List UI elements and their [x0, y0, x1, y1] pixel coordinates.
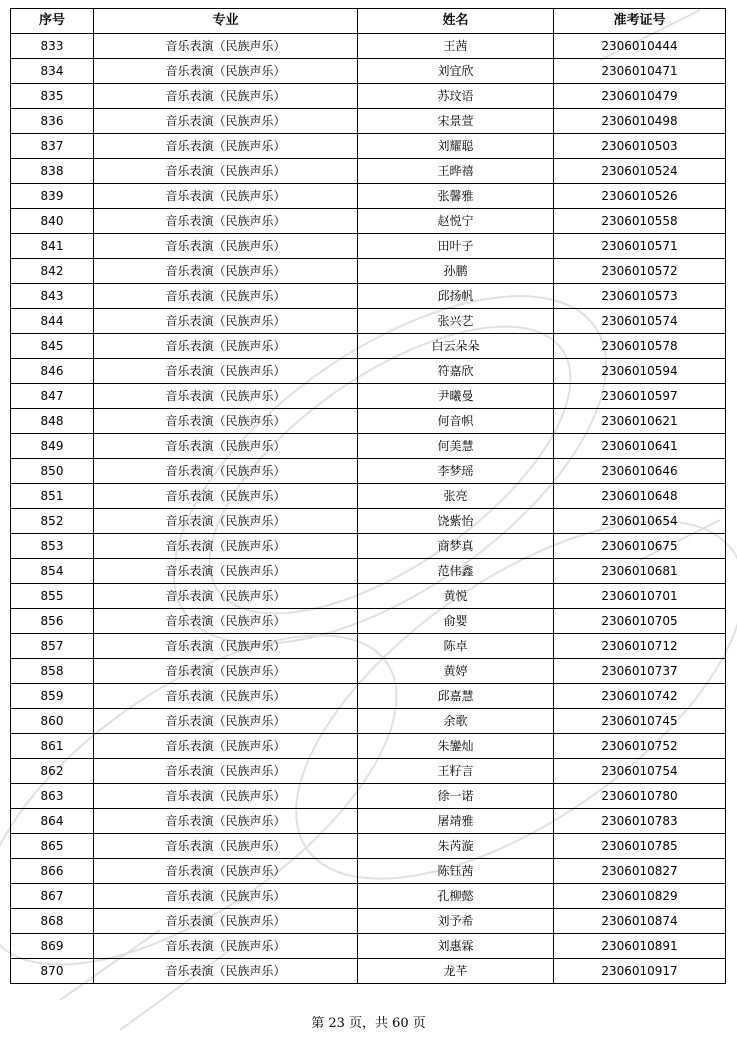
major-cell: 音乐表演（民族声乐）: [94, 59, 358, 84]
name-cell: 屠靖雅: [358, 809, 554, 834]
exam-id-cell: 2306010503: [554, 134, 726, 159]
table-row: [11, 759, 726, 784]
name-cell: 李梦瑶: [358, 459, 554, 484]
table-row: [11, 84, 726, 109]
table-row: [11, 484, 726, 509]
exam-id-cell: 2306010524: [554, 159, 726, 184]
major-cell: 音乐表演（民族声乐）: [94, 659, 358, 684]
seq-cell: 843: [11, 284, 94, 309]
seq-cell: 845: [11, 334, 94, 359]
table-row: [11, 534, 726, 559]
seq-cell: 835: [11, 84, 94, 109]
exam-id-cell: 2306010597: [554, 384, 726, 409]
exam-id-cell: 2306010745: [554, 709, 726, 734]
name-cell: 俞婴: [358, 609, 554, 634]
major-cell: 音乐表演（民族声乐）: [94, 484, 358, 509]
table-row: [11, 734, 726, 759]
table-row: [11, 159, 726, 184]
major-cell: 音乐表演（民族声乐）: [94, 559, 358, 584]
major-cell: 音乐表演（民族声乐）: [94, 534, 358, 559]
seq-cell: 855: [11, 584, 94, 609]
major-cell: 音乐表演（民族声乐）: [94, 159, 358, 184]
name-cell: 刘惠霖: [358, 934, 554, 959]
name-cell: 王茜: [358, 34, 554, 59]
table-row: [11, 934, 726, 959]
name-cell: 尹曦曼: [358, 384, 554, 409]
seq-cell: 856: [11, 609, 94, 634]
seq-cell: 850: [11, 459, 94, 484]
table-row: [11, 209, 726, 234]
name-cell: 苏玟语: [358, 84, 554, 109]
major-cell: 音乐表演（民族声乐）: [94, 334, 358, 359]
name-cell: 符嘉欣: [358, 359, 554, 384]
table-row: [11, 659, 726, 684]
name-cell: 黄婷: [358, 659, 554, 684]
table-row: [11, 409, 726, 434]
header-exam-id: 准考证号: [554, 9, 726, 34]
table-header-row: [11, 9, 726, 34]
admission-list-table: [10, 8, 726, 984]
seq-cell: 849: [11, 434, 94, 459]
table-row: [11, 959, 726, 984]
exam-id-cell: 2306010754: [554, 759, 726, 784]
exam-id-cell: 2306010578: [554, 334, 726, 359]
seq-cell: 833: [11, 34, 94, 59]
name-cell: 范伟鑫: [358, 559, 554, 584]
major-cell: 音乐表演（民族声乐）: [94, 734, 358, 759]
name-cell: 赵悦宁: [358, 209, 554, 234]
table-row: [11, 234, 726, 259]
major-cell: 音乐表演（民族声乐）: [94, 784, 358, 809]
major-cell: 音乐表演（民族声乐）: [94, 884, 358, 909]
header-seq: 序号: [11, 9, 94, 34]
seq-cell: 844: [11, 309, 94, 334]
name-cell: 王晔禧: [358, 159, 554, 184]
seq-cell: 867: [11, 884, 94, 909]
name-cell: 刘宜欣: [358, 59, 554, 84]
exam-id-cell: 2306010827: [554, 859, 726, 884]
seq-cell: 870: [11, 959, 94, 984]
exam-id-cell: 2306010712: [554, 634, 726, 659]
exam-id-cell: 2306010780: [554, 784, 726, 809]
name-cell: 陈钰茜: [358, 859, 554, 884]
seq-cell: 846: [11, 359, 94, 384]
exam-id-cell: 2306010681: [554, 559, 726, 584]
exam-id-cell: 2306010829: [554, 884, 726, 909]
exam-id-cell: 2306010783: [554, 809, 726, 834]
exam-id-cell: 2306010917: [554, 959, 726, 984]
name-cell: 王籽言: [358, 759, 554, 784]
major-cell: 音乐表演（民族声乐）: [94, 134, 358, 159]
major-cell: 音乐表演（民族声乐）: [94, 809, 358, 834]
major-cell: 音乐表演（民族声乐）: [94, 509, 358, 534]
major-cell: 音乐表演（民族声乐）: [94, 209, 358, 234]
major-cell: 音乐表演（民族声乐）: [94, 709, 358, 734]
table-row: [11, 334, 726, 359]
name-cell: 田叶子: [358, 234, 554, 259]
major-cell: 音乐表演（民族声乐）: [94, 959, 358, 984]
major-cell: 音乐表演（民族声乐）: [94, 584, 358, 609]
exam-id-cell: 2306010874: [554, 909, 726, 934]
seq-cell: 869: [11, 934, 94, 959]
name-cell: 何美慧: [358, 434, 554, 459]
name-cell: 龙芊: [358, 959, 554, 984]
major-cell: 音乐表演（民族声乐）: [94, 409, 358, 434]
major-cell: 音乐表演（民族声乐）: [94, 834, 358, 859]
seq-cell: 851: [11, 484, 94, 509]
table-row: [11, 884, 726, 909]
seq-cell: 852: [11, 509, 94, 534]
exam-id-cell: 2306010498: [554, 109, 726, 134]
table-row: [11, 809, 726, 834]
table-row: [11, 859, 726, 884]
table-row: [11, 834, 726, 859]
table-row: [11, 609, 726, 634]
table-row: [11, 59, 726, 84]
exam-id-cell: 2306010785: [554, 834, 726, 859]
major-cell: 音乐表演（民族声乐）: [94, 934, 358, 959]
name-cell: 孙鹏: [358, 259, 554, 284]
name-cell: 邱嘉慧: [358, 684, 554, 709]
major-cell: 音乐表演（民族声乐）: [94, 684, 358, 709]
major-cell: 音乐表演（民族声乐）: [94, 634, 358, 659]
table-row: [11, 309, 726, 334]
page-number: 第 23 页，共 60 页: [311, 1016, 426, 1031]
table-row: [11, 284, 726, 309]
table-row: [11, 509, 726, 534]
seq-cell: 857: [11, 634, 94, 659]
major-cell: 音乐表演（民族声乐）: [94, 309, 358, 334]
exam-id-cell: 2306010526: [554, 184, 726, 209]
major-cell: 音乐表演（民族声乐）: [94, 859, 358, 884]
table-row: [11, 559, 726, 584]
table-row: [11, 384, 726, 409]
major-cell: 音乐表演（民族声乐）: [94, 84, 358, 109]
major-cell: 音乐表演（民族声乐）: [94, 259, 358, 284]
exam-id-cell: 2306010891: [554, 934, 726, 959]
name-cell: 余歌: [358, 709, 554, 734]
major-cell: 音乐表演（民族声乐）: [94, 434, 358, 459]
table-row: [11, 359, 726, 384]
seq-cell: 836: [11, 109, 94, 134]
major-cell: 音乐表演（民族声乐）: [94, 459, 358, 484]
major-cell: 音乐表演（民族声乐）: [94, 109, 358, 134]
seq-cell: 837: [11, 134, 94, 159]
seq-cell: 868: [11, 909, 94, 934]
major-cell: 音乐表演（民族声乐）: [94, 284, 358, 309]
major-cell: 音乐表演（民族声乐）: [94, 359, 358, 384]
exam-id-cell: 2306010641: [554, 434, 726, 459]
header-name: 姓名: [358, 9, 554, 34]
exam-id-cell: 2306010571: [554, 234, 726, 259]
exam-id-cell: 2306010705: [554, 609, 726, 634]
table-row: [11, 259, 726, 284]
name-cell: 张馨雅: [358, 184, 554, 209]
seq-cell: 863: [11, 784, 94, 809]
seq-cell: 840: [11, 209, 94, 234]
name-cell: 宋景萱: [358, 109, 554, 134]
exam-id-cell: 2306010654: [554, 509, 726, 534]
table-row: [11, 634, 726, 659]
exam-id-cell: 2306010594: [554, 359, 726, 384]
name-cell: 刘予希: [358, 909, 554, 934]
seq-cell: 841: [11, 234, 94, 259]
exam-id-cell: 2306010752: [554, 734, 726, 759]
seq-cell: 865: [11, 834, 94, 859]
major-cell: 音乐表演（民族声乐）: [94, 609, 358, 634]
exam-id-cell: 2306010573: [554, 284, 726, 309]
seq-cell: 854: [11, 559, 94, 584]
name-cell: 陈卓: [358, 634, 554, 659]
table-row: [11, 459, 726, 484]
table-row: [11, 109, 726, 134]
table-row: [11, 909, 726, 934]
exam-id-cell: 2306010646: [554, 459, 726, 484]
major-cell: 音乐表演（民族声乐）: [94, 384, 358, 409]
name-cell: 朱鑾灿: [358, 734, 554, 759]
exam-id-cell: 2306010558: [554, 209, 726, 234]
name-cell: 张亮: [358, 484, 554, 509]
table-row: [11, 784, 726, 809]
name-cell: 饶紫怡: [358, 509, 554, 534]
seq-cell: 860: [11, 709, 94, 734]
seq-cell: 864: [11, 809, 94, 834]
table-body: [11, 34, 726, 984]
exam-id-cell: 2306010574: [554, 309, 726, 334]
table-row: [11, 134, 726, 159]
seq-cell: 848: [11, 409, 94, 434]
exam-id-cell: 2306010701: [554, 584, 726, 609]
seq-cell: 866: [11, 859, 94, 884]
name-cell: 孔柳懿: [358, 884, 554, 909]
name-cell: 黄悦: [358, 584, 554, 609]
seq-cell: 834: [11, 59, 94, 84]
name-cell: 商梦真: [358, 534, 554, 559]
seq-cell: 859: [11, 684, 94, 709]
exam-id-cell: 2306010675: [554, 534, 726, 559]
exam-id-cell: 2306010471: [554, 59, 726, 84]
major-cell: 音乐表演（民族声乐）: [94, 234, 358, 259]
table-row: [11, 709, 726, 734]
exam-id-cell: 2306010621: [554, 409, 726, 434]
exam-id-cell: 2306010479: [554, 84, 726, 109]
major-cell: 音乐表演（民族声乐）: [94, 909, 358, 934]
table-row: [11, 584, 726, 609]
table-row: [11, 684, 726, 709]
table-row: [11, 434, 726, 459]
seq-cell: 838: [11, 159, 94, 184]
header-major: 专业: [94, 9, 358, 34]
exam-id-cell: 2306010648: [554, 484, 726, 509]
seq-cell: 839: [11, 184, 94, 209]
major-cell: 音乐表演（民族声乐）: [94, 184, 358, 209]
name-cell: 张兴艺: [358, 309, 554, 334]
exam-id-cell: 2306010572: [554, 259, 726, 284]
name-cell: 白云朵朵: [358, 334, 554, 359]
name-cell: 朱芮漩: [358, 834, 554, 859]
seq-cell: 842: [11, 259, 94, 284]
major-cell: 音乐表演（民族声乐）: [94, 759, 358, 784]
seq-cell: 862: [11, 759, 94, 784]
seq-cell: 861: [11, 734, 94, 759]
table-row: [11, 184, 726, 209]
table-row: [11, 34, 726, 59]
name-cell: 徐一诺: [358, 784, 554, 809]
exam-id-cell: 2306010742: [554, 684, 726, 709]
exam-id-cell: 2306010737: [554, 659, 726, 684]
exam-id-cell: 2306010444: [554, 34, 726, 59]
name-cell: 邱扬帆: [358, 284, 554, 309]
name-cell: 刘耀聪: [358, 134, 554, 159]
name-cell: 何音帜: [358, 409, 554, 434]
seq-cell: 858: [11, 659, 94, 684]
major-cell: 音乐表演（民族声乐）: [94, 34, 358, 59]
seq-cell: 853: [11, 534, 94, 559]
seq-cell: 847: [11, 384, 94, 409]
